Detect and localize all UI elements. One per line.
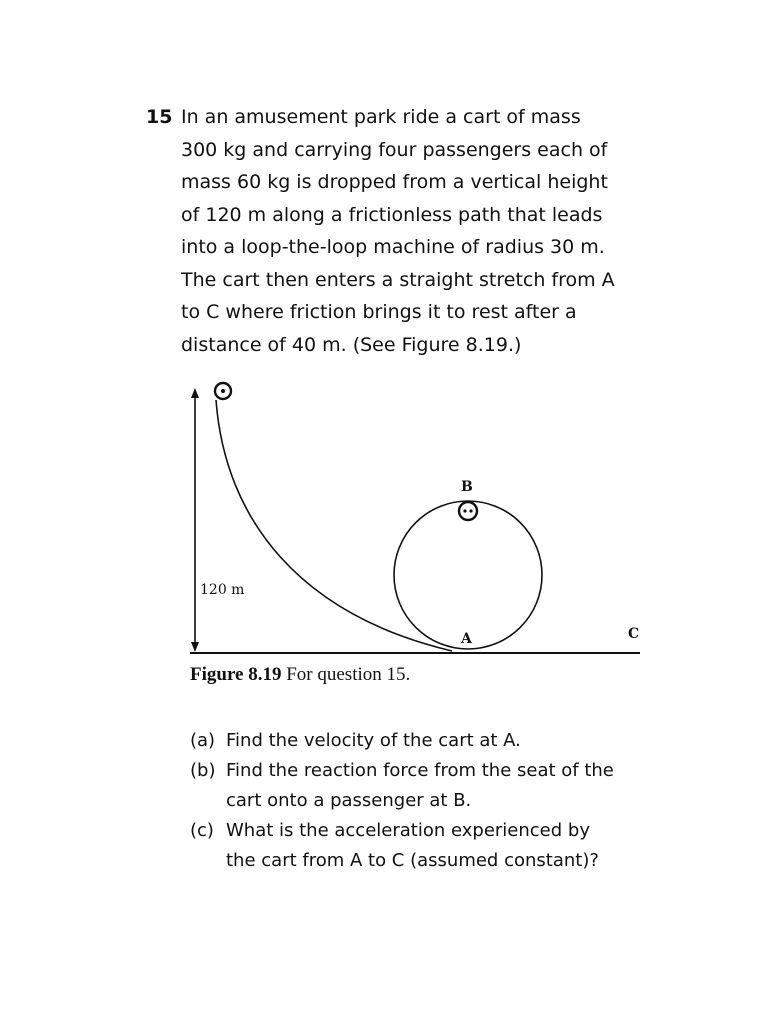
question-text-line: 300 kg and carrying four passengers each of	[181, 138, 608, 161]
part-text-line: Find the velocity of the cart at A.	[226, 730, 521, 751]
point-a-label: A	[461, 631, 472, 647]
question-text-line: In an amusement park ride a cart of mass	[181, 106, 581, 128]
figure-caption	[190, 664, 410, 686]
figure-caption-text: For question 15.	[281, 664, 411, 685]
loop-the-loop-diagram	[0, 370, 768, 670]
question-text-line: into a loop-the-loop machine of radius 30 m.	[181, 236, 605, 258]
part-text-line: the cart from A to C (assumed constant)?	[226, 850, 599, 871]
figure-8-19	[0, 370, 768, 670]
height-arrow-up-head	[191, 388, 199, 398]
question-text-line: to C where friction brings it to rest after a	[181, 301, 577, 323]
point-c-label: C	[628, 626, 640, 642]
question-text	[181, 101, 651, 361]
loop-circle	[394, 501, 542, 649]
question-part-b	[190, 756, 660, 816]
part-text-line: cart onto a passenger at B.	[226, 790, 472, 811]
cart-at-b-passenger-icon	[469, 509, 472, 512]
part-label: (b)	[190, 760, 216, 781]
question-text-line: The cart then enters a straight stretch from A	[181, 268, 615, 291]
point-b-label: B	[461, 479, 473, 495]
part-label: (c)	[190, 820, 214, 841]
part-label: (a)	[190, 730, 216, 751]
question-text-line: distance of 40 m. (See Figure 8.19.)	[181, 333, 522, 356]
cart-start-passenger-icon	[221, 389, 225, 393]
figure-caption-label: Figure 8.19	[190, 664, 282, 685]
height-arrow-down-head	[191, 642, 199, 652]
part-text-line: What is the acceleration experienced by	[226, 820, 590, 841]
descent-track	[216, 400, 452, 651]
question-parts	[190, 726, 660, 876]
part-text-line: Find the reaction force from the seat of the	[226, 760, 614, 781]
question-part-c	[190, 816, 660, 876]
height-label: 120 m	[200, 582, 245, 598]
question-number: 15	[146, 106, 173, 128]
question-text-line: of 120 m along a frictionless path that leads	[181, 203, 603, 226]
question-text-line: mass 60 kg is dropped from a vertical height	[181, 171, 608, 193]
cart-at-b-icon	[459, 502, 477, 520]
question-part-a	[190, 726, 660, 756]
cart-at-b-passenger-icon	[463, 509, 466, 512]
